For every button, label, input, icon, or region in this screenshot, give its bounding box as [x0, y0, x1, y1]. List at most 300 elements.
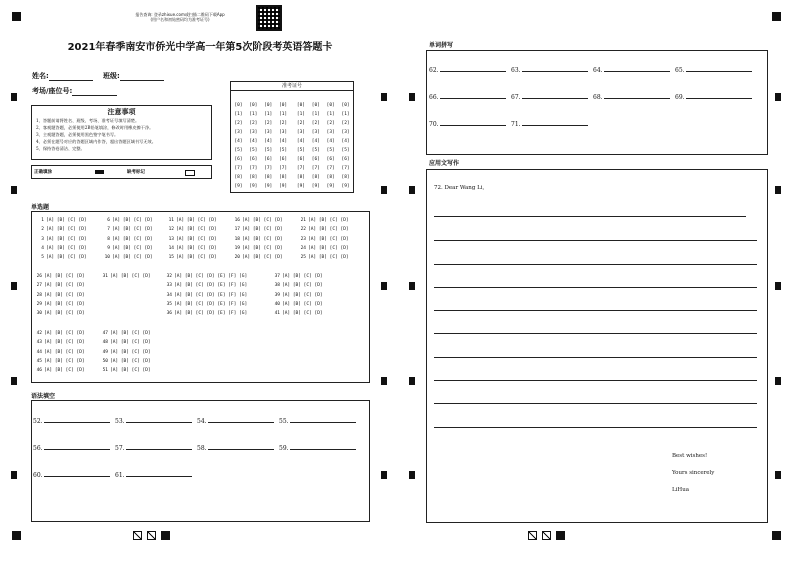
spelling-blank[interactable]	[429, 120, 512, 128]
mc-options[interactable]: [A] [B] [C] [D]	[110, 368, 151, 374]
mc-question-number: 48	[102, 340, 108, 346]
spelling-answer-line[interactable]	[604, 66, 670, 72]
admission-digit-bubble[interactable]: [6]	[278, 157, 288, 162]
grammar-answer-box	[31, 400, 370, 522]
admission-digit-bubble[interactable]: [1]	[264, 112, 273, 117]
mc-options[interactable]: [A] [B] [C] [D]	[110, 358, 151, 364]
grammar-blank[interactable]	[197, 444, 280, 452]
admission-digit-bubble[interactable]: [6]	[296, 157, 305, 162]
grammar-answer-line[interactable]	[44, 471, 110, 477]
admission-digit-bubble[interactable]: [2]	[264, 121, 273, 126]
mc-question[interactable]	[166, 246, 217, 251]
mc-options[interactable]: [A] [B] [C] [D]	[242, 218, 283, 223]
admission-digit-bubble[interactable]: [8]	[341, 175, 350, 180]
admission-digit-bubble[interactable]: [2]	[234, 121, 243, 126]
admission-digit-bubble[interactable]: [4]	[311, 139, 320, 144]
grammar-answer-line[interactable]	[290, 417, 356, 423]
report-notice	[110, 12, 250, 22]
admission-digit-bubble[interactable]: [3]	[311, 130, 320, 135]
spelling-blank[interactable]	[429, 66, 512, 74]
mc-question[interactable]	[272, 302, 323, 307]
mc-question[interactable]	[36, 237, 87, 242]
grammar-answer-line[interactable]	[126, 444, 192, 450]
mc-question-number: 50	[102, 358, 108, 364]
admission-digit-bubble[interactable]: [1]	[249, 112, 258, 117]
mc-question-number: 36	[166, 311, 172, 317]
mc-question[interactable]	[298, 218, 349, 223]
mc-question[interactable]	[166, 227, 217, 232]
timing-mark	[775, 377, 781, 385]
name-label: 姓名:	[32, 72, 49, 80]
page-id-mark	[161, 531, 170, 540]
mc-options[interactable]: [A] [B] [C] [D]	[44, 311, 85, 317]
mc-question[interactable]	[166, 255, 217, 260]
mc-options[interactable]: [A] [B] [C] [D]	[242, 236, 283, 242]
admission-digit-bubble[interactable]: [1]	[296, 112, 305, 117]
mc-options[interactable]: [A] [B] [C] [D] [E] [F] [G]	[174, 283, 248, 289]
writing-line[interactable]	[434, 427, 757, 428]
admission-digit-bubble[interactable]: [3]	[278, 130, 288, 135]
spelling-answer-line[interactable]	[440, 120, 506, 126]
mc-options[interactable]: [A] [B] [C] [D]	[308, 255, 349, 261]
mc-options[interactable]: [A] [B] [C] [D]	[44, 283, 85, 289]
spelling-answer-line[interactable]	[440, 93, 506, 99]
grammar-blank[interactable]	[197, 417, 280, 425]
mc-question[interactable]	[272, 311, 323, 316]
spelling-answer-line[interactable]	[522, 66, 588, 72]
mc-options[interactable]: [A] [B] [C] [D]	[112, 218, 153, 223]
mc-question[interactable]	[232, 246, 283, 251]
mc-question[interactable]	[164, 302, 247, 307]
admission-digit-bubble[interactable]: [9]	[278, 184, 288, 189]
admission-digit-bubble[interactable]: [6]	[311, 157, 320, 162]
mc-question[interactable]	[36, 227, 87, 232]
grammar-blank-number: 54.	[197, 418, 207, 425]
mc-options[interactable]: [A] [B] [C] [D] [E] [F] [G]	[174, 292, 248, 298]
absent-mark-checkbox[interactable]	[185, 170, 195, 176]
admission-digit-bubble[interactable]: [5]	[234, 148, 243, 153]
admission-digit-bubble[interactable]: [8]	[249, 175, 258, 180]
mc-question[interactable]	[34, 359, 85, 364]
mc-question[interactable]	[232, 218, 283, 223]
mc-question-number: 5	[41, 255, 44, 261]
grammar-blank[interactable]	[33, 417, 116, 425]
mc-question-number: 43	[36, 340, 42, 346]
page-id-mark	[147, 531, 156, 540]
mc-question[interactable]	[100, 274, 151, 279]
admission-digit-bubble[interactable]: [9]	[311, 184, 320, 189]
mc-question[interactable]	[34, 311, 85, 316]
timing-mark	[381, 377, 387, 385]
mc-options[interactable]: [A] [B] [C] [D]	[110, 349, 151, 355]
writing-line[interactable]	[434, 333, 757, 334]
mc-question-number: 34	[166, 292, 172, 298]
mc-question[interactable]	[164, 283, 247, 288]
mc-options[interactable]: [A] [B] [C] [D]	[44, 292, 85, 298]
mc-options[interactable]: [A] [B] [C] [D]	[110, 340, 151, 346]
grammar-answer-line[interactable]	[126, 471, 192, 477]
mc-options[interactable]: [A] [B] [C] [D]	[308, 236, 349, 242]
spelling-answer-line[interactable]	[522, 120, 588, 126]
spelling-blank-number: 67.	[511, 94, 521, 101]
grammar-answer-line[interactable]	[290, 444, 356, 450]
mc-options[interactable]: [A] [B] [C] [D]	[176, 245, 217, 251]
page-id-mark	[133, 531, 142, 540]
mc-question-number: 15	[168, 255, 174, 261]
spelling-blank[interactable]	[675, 93, 758, 101]
spelling-blank-number: 69.	[675, 94, 685, 101]
grammar-blank[interactable]	[279, 444, 362, 452]
grammar-blank[interactable]	[115, 444, 198, 452]
mc-question[interactable]	[102, 255, 153, 260]
admission-digit-bubble[interactable]: [5]	[264, 148, 273, 153]
admission-digit-bubble[interactable]: [8]	[311, 175, 320, 180]
admission-digit-bubble[interactable]: [4]	[234, 139, 243, 144]
admission-digit-bubble[interactable]: [0]	[249, 103, 258, 108]
grammar-answer-line[interactable]	[44, 444, 110, 450]
writing-answer-box[interactable]	[426, 169, 768, 523]
admission-digit-bubble[interactable]: [6]	[264, 157, 273, 162]
mc-question-number: 41	[274, 311, 280, 317]
mc-question-number: 18	[234, 236, 240, 242]
mc-options[interactable]: [A] [B] [C] [D]	[44, 301, 85, 307]
writing-line[interactable]	[434, 357, 757, 358]
mc-options[interactable]: [A] [B] [C] [D]	[308, 218, 349, 223]
timing-mark	[409, 93, 415, 101]
admission-digit-bubble[interactable]: [4]	[326, 139, 335, 144]
timing-mark	[11, 93, 17, 101]
admission-digit-bubble[interactable]: [3]	[326, 130, 335, 135]
admission-digit-bubble[interactable]: [3]	[296, 130, 305, 135]
mc-question[interactable]	[100, 359, 151, 364]
admission-digit-column	[312, 101, 320, 191]
admission-digit-bubble[interactable]: [3]	[341, 130, 350, 135]
notes-box	[31, 105, 212, 160]
mc-options[interactable]: [A] [B] [C] [D]	[112, 236, 153, 242]
admission-digit-bubble[interactable]: [7]	[264, 166, 273, 171]
correct-fill-label: 正确填涂	[34, 170, 52, 175]
mc-question[interactable]	[166, 218, 217, 223]
mc-question[interactable]	[34, 331, 85, 336]
mc-question[interactable]	[36, 218, 87, 223]
mc-options[interactable]: [A] [B] [C] [D]	[112, 255, 153, 261]
mc-options[interactable]: [A] [B] [C] [D]	[46, 255, 87, 261]
mc-options[interactable]: [A] [B] [C] [D]	[176, 236, 217, 242]
spelling-blank-number: 71.	[511, 121, 521, 128]
mc-options[interactable]: [A] [B] [C] [D] [E] [F] [G]	[174, 311, 248, 317]
writing-line[interactable]	[434, 403, 757, 404]
mc-question-number: 32	[166, 274, 172, 279]
timing-mark	[775, 186, 781, 194]
writing-closing-wishes: Best wishes!	[672, 453, 708, 459]
admission-digit-bubble[interactable]: [7]	[326, 166, 335, 171]
admission-digit-bubble[interactable]: [4]	[264, 139, 273, 144]
writing-line[interactable]	[434, 380, 757, 381]
spelling-blank[interactable]	[675, 66, 758, 74]
admission-digit-bubble[interactable]: [7]	[341, 166, 350, 171]
admission-digit-bubble[interactable]: [7]	[311, 166, 320, 171]
writing-line[interactable]	[434, 287, 757, 288]
grammar-blank-number: 52.	[33, 418, 43, 425]
mc-question[interactable]	[232, 255, 283, 260]
report-notice-line1: 报告查询: 登录zhixue.com或扫描二维码下载App	[135, 12, 225, 17]
mc-options[interactable]: [A] [B] [C] [D]	[44, 274, 85, 279]
admission-digit-bubble[interactable]: [9]	[326, 184, 335, 189]
spelling-answer-line[interactable]	[522, 93, 588, 99]
mc-options[interactable]: [A] [B] [C] [D]	[242, 255, 283, 261]
spelling-blank[interactable]	[593, 93, 676, 101]
mc-options[interactable]: [A] [B] [C] [D]	[176, 227, 217, 233]
spelling-blank-number: 64.	[593, 67, 603, 74]
grammar-blank[interactable]	[115, 417, 198, 425]
mc-options[interactable]: [A] [B] [C] [D]	[282, 292, 323, 298]
grammar-blank[interactable]	[115, 471, 198, 479]
admission-digit-bubble[interactable]: [3]	[249, 130, 258, 135]
admission-digit-bubble[interactable]: [2]	[296, 121, 305, 126]
mc-options[interactable]: [A] [B] [C] [D]	[44, 368, 85, 374]
page-id-mark	[528, 531, 537, 540]
grammar-blank[interactable]	[33, 471, 116, 479]
admission-digit-bubble[interactable]: [1]	[311, 112, 320, 117]
mc-question[interactable]	[36, 255, 87, 260]
admission-digit-bubble[interactable]: [6]	[326, 157, 335, 162]
mc-question[interactable]	[298, 255, 349, 260]
mc-options[interactable]: [A] [B] [C] [D]	[242, 227, 283, 233]
seat-field[interactable]	[32, 86, 117, 96]
writing-line[interactable]	[434, 216, 746, 217]
admission-digit-bubble[interactable]: [1]	[278, 112, 288, 117]
class-field[interactable]	[103, 71, 164, 81]
mc-options[interactable]: [A] [B] [C] [D]	[308, 227, 349, 233]
admission-digit-bubble[interactable]: [0]	[234, 103, 243, 108]
mc-options[interactable]: [A] [B] [C] [D]	[46, 218, 87, 223]
mc-question-number: 33	[166, 283, 172, 289]
mc-options[interactable]: [A] [B] [C] [D]	[44, 358, 85, 364]
mc-options[interactable]: [A] [B] [C] [D] [E] [F] [G]	[174, 301, 248, 307]
admission-digit-bubble[interactable]: [9]	[234, 184, 243, 189]
spelling-blank-number: 62.	[429, 67, 439, 74]
mc-question[interactable]	[232, 227, 283, 232]
admission-digit-bubble[interactable]: [3]	[234, 130, 243, 135]
grammar-answer-line[interactable]	[44, 417, 110, 423]
admission-digit-bubble[interactable]: [8]	[264, 175, 273, 180]
spelling-blank[interactable]	[511, 120, 594, 128]
admission-digit-bubble[interactable]: [2]	[326, 121, 335, 126]
grammar-answer-line[interactable]	[208, 444, 274, 450]
grammar-answer-line[interactable]	[126, 417, 192, 423]
admission-digit-bubble[interactable]: [4]	[341, 139, 350, 144]
admission-digit-bubble[interactable]: [0]	[296, 103, 305, 108]
writing-opening: 72. Dear Wang Li,	[434, 185, 485, 191]
admission-digit-bubble[interactable]: [4]	[249, 139, 258, 144]
mc-options[interactable]: [A] [B] [C] [D]	[282, 283, 323, 289]
mc-question-number: 23	[300, 236, 306, 242]
mc-question[interactable]	[164, 311, 247, 316]
admission-digit-bubble[interactable]: [8]	[234, 175, 243, 180]
writing-line[interactable]	[434, 310, 757, 311]
mc-question[interactable]	[298, 237, 349, 242]
mc-question-number: 46	[36, 368, 42, 374]
admission-digit-bubble[interactable]: [0]	[264, 103, 273, 108]
admission-digit-bubble[interactable]: [0]	[278, 103, 288, 108]
admission-digit-column	[297, 101, 305, 191]
mc-options[interactable]: [A] [B] [C] [D]	[112, 227, 153, 233]
mc-question[interactable]	[164, 293, 247, 298]
admission-digit-bubble[interactable]: [0]	[311, 103, 320, 108]
admission-digit-bubble[interactable]: [8]	[326, 175, 335, 180]
name-field[interactable]	[32, 71, 93, 81]
admission-digit-bubble[interactable]: [6]	[341, 157, 350, 162]
mc-question[interactable]	[232, 237, 283, 242]
grammar-blank[interactable]	[279, 417, 362, 425]
admission-digit-bubble[interactable]: [2]	[249, 121, 258, 126]
mc-options[interactable]: [A] [B] [C] [D]	[176, 218, 217, 223]
spelling-section-title: 单词拼写	[429, 42, 454, 49]
mc-question-number: 3	[41, 236, 44, 242]
mc-question[interactable]	[298, 227, 349, 232]
mc-question[interactable]	[36, 246, 87, 251]
admission-digit-bubble[interactable]: [6]	[249, 157, 258, 162]
grammar-blank-number: 60.	[33, 472, 43, 479]
mc-question[interactable]	[102, 227, 153, 232]
grammar-blank-number: 57.	[115, 445, 125, 452]
admission-digit-bubble[interactable]: [1]	[234, 112, 243, 117]
admission-digit-bubble[interactable]: [7]	[278, 166, 288, 171]
mc-options[interactable]: [A] [B] [C] [D]	[176, 255, 217, 261]
admission-digit-bubble[interactable]: [2]	[341, 121, 350, 126]
admission-digit-bubble[interactable]: [5]	[311, 148, 320, 153]
mc-question[interactable]	[100, 368, 151, 373]
grammar-answer-line[interactable]	[208, 417, 274, 423]
spelling-answer-line[interactable]	[440, 66, 506, 72]
mc-question[interactable]	[272, 274, 323, 279]
spelling-answer-line[interactable]	[686, 66, 752, 72]
spelling-blank[interactable]	[511, 66, 594, 74]
mc-question[interactable]	[34, 340, 85, 345]
admission-digit-bubble[interactable]: [7]	[234, 166, 243, 171]
mc-options[interactable]: [A] [B] [C] [D]	[242, 245, 283, 251]
spelling-answer-line[interactable]	[686, 93, 752, 99]
mc-question[interactable]	[34, 368, 85, 373]
mc-question[interactable]	[100, 340, 151, 345]
mc-options[interactable]: [A] [B] [C] [D]	[112, 245, 153, 251]
mc-question-number: 44	[36, 349, 42, 355]
admission-digit-bubble[interactable]: [5]	[278, 148, 288, 153]
mc-options[interactable]: [A] [B] [C] [D]	[44, 340, 85, 346]
mc-options[interactable]: [A] [B] [C] [D]	[46, 227, 87, 233]
mc-question[interactable]	[34, 283, 85, 288]
mc-options[interactable]: [A] [B] [C] [D]	[44, 349, 85, 355]
admission-digit-bubble[interactable]: [9]	[264, 184, 273, 189]
mc-options[interactable]: [A] [B] [C] [D]	[46, 236, 87, 242]
mc-question-number: 25	[300, 255, 306, 261]
admission-digit-bubble[interactable]: [1]	[326, 112, 335, 117]
timing-mark	[775, 93, 781, 101]
notes-item: 5、保持答卷清洁、完整。	[36, 146, 85, 151]
mc-question[interactable]	[100, 331, 151, 336]
admission-digit-bubble[interactable]: [5]	[341, 148, 350, 153]
admission-digit-bubble[interactable]: [1]	[341, 112, 350, 117]
admission-digit-bubble[interactable]: [0]	[326, 103, 335, 108]
mc-question[interactable]	[272, 293, 323, 298]
mc-question-number: 26	[36, 274, 42, 279]
admission-digit-bubble[interactable]: [5]	[296, 148, 305, 153]
mc-question[interactable]	[34, 293, 85, 298]
admission-digit-bubble[interactable]: [6]	[234, 157, 243, 162]
spelling-blank[interactable]	[511, 93, 594, 101]
mc-options[interactable]: [A] [B] [C] [D] [E] [F] [G]	[174, 274, 248, 279]
mc-question-number: 11	[168, 218, 174, 223]
corner-mark-bottom-right	[772, 531, 781, 540]
mc-options[interactable]: [A] [B] [C] [D]	[110, 331, 151, 336]
timing-mark	[11, 377, 17, 385]
writing-line[interactable]	[434, 240, 757, 241]
admission-digit-bubble[interactable]: [9]	[296, 184, 305, 189]
timing-mark	[775, 471, 781, 479]
admission-digit-bubble[interactable]: [9]	[341, 184, 350, 189]
admission-digit-bubble[interactable]: [5]	[326, 148, 335, 153]
spelling-answer-line[interactable]	[604, 93, 670, 99]
admission-digit-bubble[interactable]: [8]	[296, 175, 305, 180]
spelling-blank-number: 70.	[429, 121, 439, 128]
grammar-blank-number: 61.	[115, 472, 125, 479]
mc-options[interactable]: [A] [B] [C] [D]	[282, 274, 323, 279]
admission-digit-bubble[interactable]: [7]	[296, 166, 305, 171]
mc-question-number: 29	[36, 301, 42, 307]
spelling-blank[interactable]	[593, 66, 676, 74]
mc-question-number: 31	[102, 274, 108, 279]
admission-digit-bubble[interactable]: [2]	[311, 121, 320, 126]
admission-digit-bubble[interactable]: [5]	[249, 148, 258, 153]
mc-options[interactable]: [A] [B] [C] [D]	[44, 331, 85, 336]
mc-options[interactable]: [A] [B] [C] [D]	[282, 311, 323, 317]
admission-digit-bubble[interactable]: [0]	[341, 103, 350, 108]
mc-question[interactable]	[102, 218, 153, 223]
mc-question[interactable]	[102, 237, 153, 242]
notes-item: 2、客观题答题，必须使用2B铅笔填涂，修改时用橡皮擦干净。	[36, 125, 154, 130]
writing-line[interactable]	[434, 264, 757, 265]
mc-question[interactable]	[34, 302, 85, 307]
admission-digit-bubble[interactable]: [3]	[264, 130, 273, 135]
admission-digit-bubble[interactable]: [4]	[278, 139, 288, 144]
mc-options[interactable]: [A] [B] [C] [D]	[110, 274, 151, 279]
admission-digit-bubble[interactable]: [7]	[249, 166, 258, 171]
spelling-blank-number: 66.	[429, 94, 439, 101]
admission-digit-bubble[interactable]: [4]	[296, 139, 305, 144]
mc-question[interactable]	[102, 246, 153, 251]
mc-question[interactable]	[34, 274, 85, 279]
mc-question[interactable]	[298, 246, 349, 251]
mc-options[interactable]: [A] [B] [C] [D]	[46, 245, 87, 251]
admission-digit-bubble[interactable]: [8]	[278, 175, 288, 180]
admission-digit-bubble[interactable]: [9]	[249, 184, 258, 189]
mc-question[interactable]	[164, 274, 247, 279]
admission-digit-bubble[interactable]: [2]	[278, 121, 288, 126]
mc-question[interactable]	[34, 350, 85, 355]
mc-question[interactable]	[272, 283, 323, 288]
mc-options[interactable]: [A] [B] [C] [D]	[308, 245, 349, 251]
spelling-blank[interactable]	[429, 93, 512, 101]
qr-code	[256, 5, 282, 31]
notes-item: 3、主观题答题，必须使用黑色签字笔书写。	[36, 132, 119, 137]
mc-question[interactable]	[100, 350, 151, 355]
grammar-blank[interactable]	[33, 444, 116, 452]
mc-options[interactable]: [A] [B] [C] [D]	[282, 301, 323, 307]
mc-question-number: 24	[300, 245, 306, 251]
mc-question[interactable]	[166, 237, 217, 242]
mc-question-number: 28	[36, 292, 42, 298]
mc-question-number: 9	[107, 245, 110, 251]
